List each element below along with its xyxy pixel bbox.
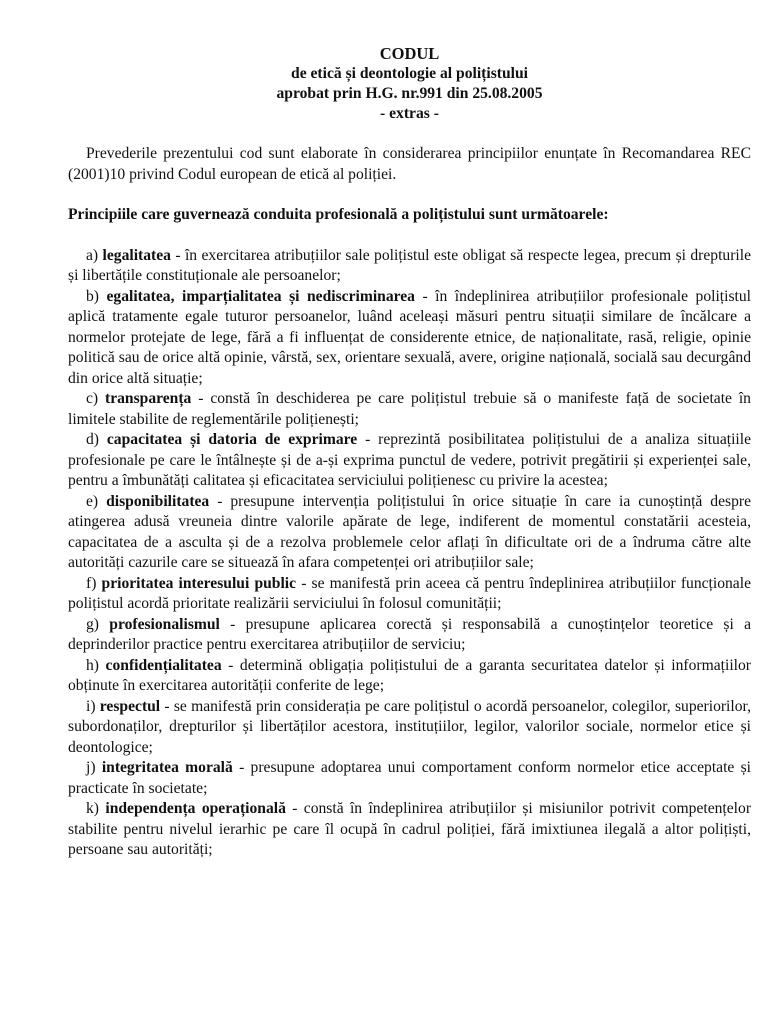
principle-letter: k) [86,800,106,817]
principle-description: - presupune aplicarea corectă și responsabilă a cunoștințelor teoretice și a deprinderilor practice pentru exercitarea atribuțiilor de serviciu; [68,615,751,653]
principle-term: independența operațională [105,800,286,817]
principle-term: disponibilitatea [106,492,210,510]
principle-item [68,799,751,861]
principle-item [68,246,751,287]
principle-term: transparența [105,390,192,407]
principle-term: capacitatea și datoria de exprimare [106,431,358,448]
principle-term: integritatea morală [101,759,233,776]
principle-description: - în îndeplinirea atribuțiilor profesionale polițistul aplică tratamente egale tuturor persoanelor, luând aceleași măsuri pentru situații similare de încălcare a normelor protejate de lege, fără a fi influențat de considerente etnice, de naționalitate, rasă, religie, opinie politică sau de orice altă opinie, vârstă, sex, orientare sexuală, avere, origine națională, socială sau decurgând din orice altă situație; [68,287,752,387]
principle-letter: i) [86,697,100,715]
document-subtitle: de etică și deontologie al polițistului [291,65,528,82]
principle-item [68,656,751,697]
principles-list [68,246,751,861]
document-page [68,44,751,861]
approval-line: aprobat prin H.G. nr.991 din 25.08.2005 [276,85,543,102]
principle-description: - în exercitarea atribuțiilor sale polițistul este obligat să respecte legea, precum și drepturile și libertățile constituționale ale persoanelor; [68,246,751,284]
principle-letter: f) [86,574,102,592]
principle-item [68,389,751,430]
principle-description: - constă în îndeplinirea atribuțiilor și misiunilor potrivit competențelor stabilite pentru nivelul ierarhic pe care îl ocupă în cadrul poliției, fără imixtiunea ilegală a altor polițiști, persoane sau autorități; [68,800,752,858]
principle-term: legalitatea [102,246,171,264]
principle-term: prioritatea interesului public [101,574,297,592]
principle-term: egalitatea, imparțialitatea și nediscriminarea [106,287,415,305]
principle-letter: g) [86,615,110,633]
document-title: CODUL [379,44,440,63]
principle-description: - se manifestă prin considerația pe care polițistul o acordă persoanelor, colegilor, superiorilor, subordonaților, drepturilor și libertăților acestora, instituțiilor, legilor, valorilor sociale, normelor etice și deontologice; [68,697,751,756]
principle-letter: c) [86,390,105,407]
principle-term: confidențialitatea [105,656,222,674]
principle-letter: j) [86,759,102,776]
principle-letter: a) [86,246,103,264]
principle-description: - constă în deschiderea pe care polițistul trebuie să o manifeste față de societate în limitele stabilite de reglementările polițienești; [68,390,751,428]
principle-item [68,492,751,574]
principle-term: profesionalismul [109,615,220,633]
principle-letter: h) [86,656,106,674]
principle-letter: d) [86,431,107,448]
document-header [68,44,751,124]
principle-description: - se manifestă prin aceea că pentru îndeplinirea atribuțiilor funcționale polițistul acordă prioritate realizării serviciului în folosul comunității; [68,574,751,612]
intro-paragraph: Prevederile prezentului cod sunt elaborate în considerarea principiilor enunțate în Recomandarea REC (2001)10 privind Codul european de etică al poliției. [68,145,751,183]
principle-item [68,430,751,492]
principle-item [68,287,751,390]
principle-term: respectul [99,697,161,715]
principle-item [68,574,751,615]
principle-description: - determină obligația polițistului de a garanta securitatea datelor și informațiilor obținute în exercitarea autorității conferite de lege; [68,656,751,694]
principles-heading: Principiile care guvernează conduita profesională a polițistului sunt următoarele: [68,206,609,223]
principle-item [68,615,751,656]
principle-description: - presupune intervenția polițistului în orice situație în care ia cunoștință despre atingerea adusă vreuneia dintre valorile apărate de lege, indiferent de momentul constatării acesteia, capacitatea de a asculta și de a rezolva problemele celor aflați în dificultate ori de a îndruma către alte autorități cazurile care se situează în afara competenței ori atribuțiilor sale; [68,492,752,571]
extract-note: - extras - [380,105,439,122]
principle-description: - reprezintă posibilitatea polițistului de a analiza situațiile profesionale pe care le întâlnește și de a-și exprima punctul de vedere, potrivit pregătirii și experienței sale, pentru a îmbunătăți calitatea și eficacitatea serviciului polițienesc cu privire la acestea; [68,431,752,489]
principle-item [68,758,751,799]
principle-description: - presupune adoptarea unui comportament conform normelor etice acceptate și practicate în societate; [68,759,751,797]
principle-item [68,697,751,759]
principle-letter: b) [86,287,107,305]
principle-letter: e) [86,492,107,510]
